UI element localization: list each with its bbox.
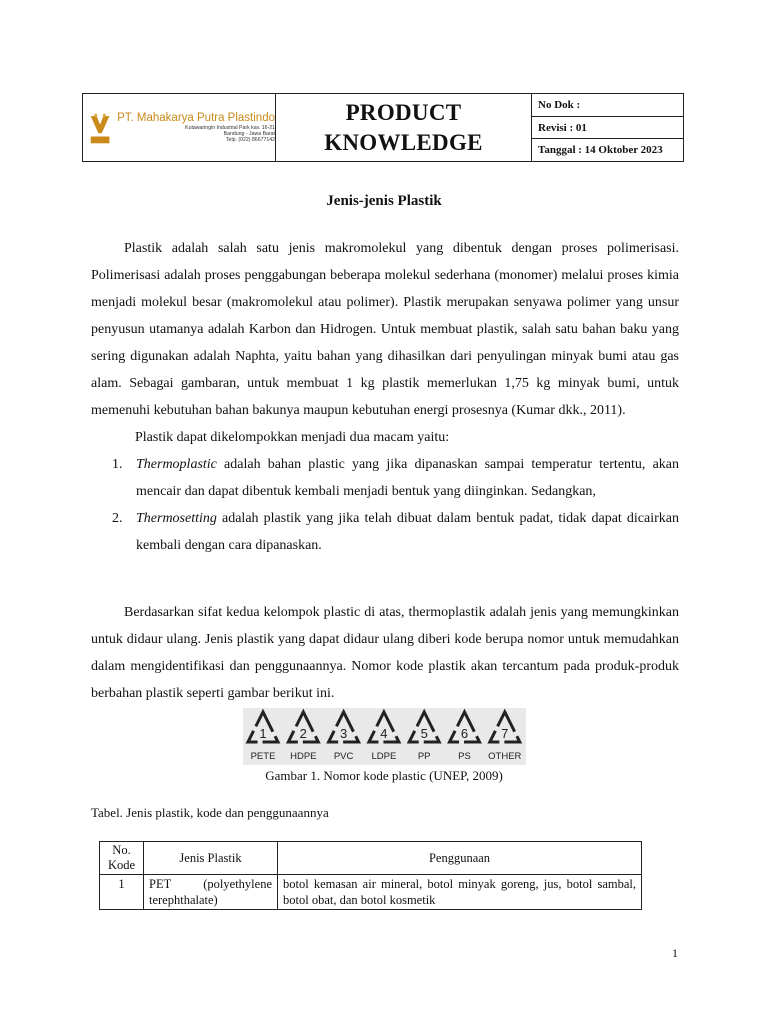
recycle-code-label: PETE: [250, 751, 276, 762]
recycle-code-label: HDPE: [290, 751, 317, 762]
company-address-line: Bandung - Jawa Barat: [223, 130, 275, 137]
recycle-code-ps: [450, 712, 480, 762]
list-number: 1.: [112, 457, 123, 472]
recycle-code-label: OTHER: [488, 751, 522, 762]
header-meta: [532, 94, 683, 161]
company-name: PT. Mahakarya Putra Plastindo: [117, 111, 275, 124]
document-header: [82, 93, 684, 162]
recycle-codes-figure: [243, 708, 526, 765]
table-header-cell: No. Kode: [100, 842, 144, 875]
list-text: adalah plastik yang jika telah dibuat dalam bentuk padat, tidak dapat dicairkan kembali dengan cara dipanaskan.: [136, 511, 679, 553]
recycle-code-number: 7: [501, 726, 509, 741]
table-header-cell: Penggunaan: [278, 842, 642, 875]
header-title: [276, 94, 532, 161]
recycle-code-pp: [409, 712, 439, 762]
recycle-code-label: PP: [417, 751, 431, 762]
table-header-cell: Jenis Plastik: [144, 842, 278, 875]
meta-revision: Revisi : 01: [532, 117, 683, 140]
list-item: [91, 451, 679, 505]
table-row: [100, 875, 642, 910]
recycle-code-number: 3: [339, 726, 348, 741]
body-section-2: [91, 599, 679, 707]
recycle-code-pvc: [329, 712, 359, 762]
recycle-code-ldpe: [369, 712, 399, 762]
recycle-code-number: 4: [380, 726, 388, 741]
recycle-code-other: [488, 712, 521, 762]
list-term: Thermoplastic: [136, 457, 217, 472]
company-address-line: Kutawaringin Industrial Park kav. 16-21: [185, 124, 275, 131]
paragraph: Plastik adalah salah satu jenis makromolekul yang dibentuk dengan proses polimerisasi. Polimerisasi adalah proses penggabungan beberapa molekul sederhana (monomer) melalui proses kimia menjadi molekul besar (makromolekul atau polimer). Plastik merupakan senyawa polimer yang unsur penyusun utamanya adalah Karbon dan Hidrogen. Untuk membuat plastik, salah satu bahan baku yang sering digunakan adalah Naphta, yaitu bahan yang dihasilkan dari penyulingan minyak bumi atau gas alam. Sebagai gambaran, untuk membuat 1 kg plastik memerlukan 1,75 kg minyak bumi, untuk memenuhi kebutuhan bahan bakunya maupun kebutuhan energi prosesnya (Kumar dkk., 2011).: [91, 241, 679, 418]
table-cell: 1: [100, 875, 144, 910]
table-cell: botol kemasan air mineral, botol minyak goreng, jus, botol sambal, botol obat, dan botol kosmetik: [278, 875, 642, 910]
recycle-code-number: 2: [299, 726, 307, 741]
table-caption: Tabel. Jenis plastik, kode dan penggunaannya: [91, 805, 329, 820]
body-section-1: [91, 235, 679, 559]
list-text: adalah bahan plastic yang jika dipanaskan sampai temperatur tertentu, akan mencair dan dapat dibentuk kembali menjadi bentuk yang diinginkan. Sedangkan,: [136, 457, 679, 499]
company-logo-block: [83, 94, 276, 161]
document-title: Jenis-jenis Plastik: [326, 193, 442, 209]
recycle-codes-svg: [243, 708, 526, 765]
table-cell: PET (polyethylene terephthalate): [144, 875, 278, 910]
page-number: 1: [672, 946, 678, 960]
recycle-code-label: PS: [458, 751, 471, 762]
recycle-code-pete: [248, 712, 278, 762]
figure-caption: Gambar 1. Nomor kode plastic (UNEP, 2009): [265, 768, 503, 783]
list-term: Thermosetting: [136, 511, 217, 526]
paragraph: Plastik dapat dikelompokkan menjadi dua macam yaitu:: [135, 430, 450, 445]
company-logo-icon: [89, 108, 111, 148]
recycle-code-number: 6: [460, 726, 469, 741]
recycle-code-hdpe: [288, 712, 318, 762]
company-address-line: Telp. (022) 86677142: [225, 137, 275, 144]
meta-date: Tanggal : 14 Oktober 2023: [538, 144, 663, 157]
plastic-table: [99, 841, 642, 910]
list-number: 2.: [112, 511, 123, 526]
paragraph: Berdasarkan sifat kedua kelompok plastic di atas, thermoplastik adalah jenis yang memungkinkan untuk didaur ulang. Jenis plastik yang dapat didaur ulang diberi kode berupa nomor untuk memudahkan dalam mengidentifikasi dan penggunaannya. Nomor kode plastik akan tercantum pada produk-produk berbahan plastik seperti gambar berikut ini.: [91, 605, 679, 701]
recycle-code-number: 1: [259, 726, 267, 741]
header-title-line: KNOWLEDGE: [324, 129, 483, 155]
header-title-line: PRODUCT: [345, 99, 462, 125]
recycle-code-number: 5: [420, 726, 428, 741]
meta-doc-number: No Dok :: [532, 94, 683, 117]
recycle-code-label: PVC: [333, 751, 354, 762]
recycle-code-label: LDPE: [371, 751, 397, 762]
table-header-row: [100, 842, 642, 875]
list-item: [91, 505, 679, 559]
